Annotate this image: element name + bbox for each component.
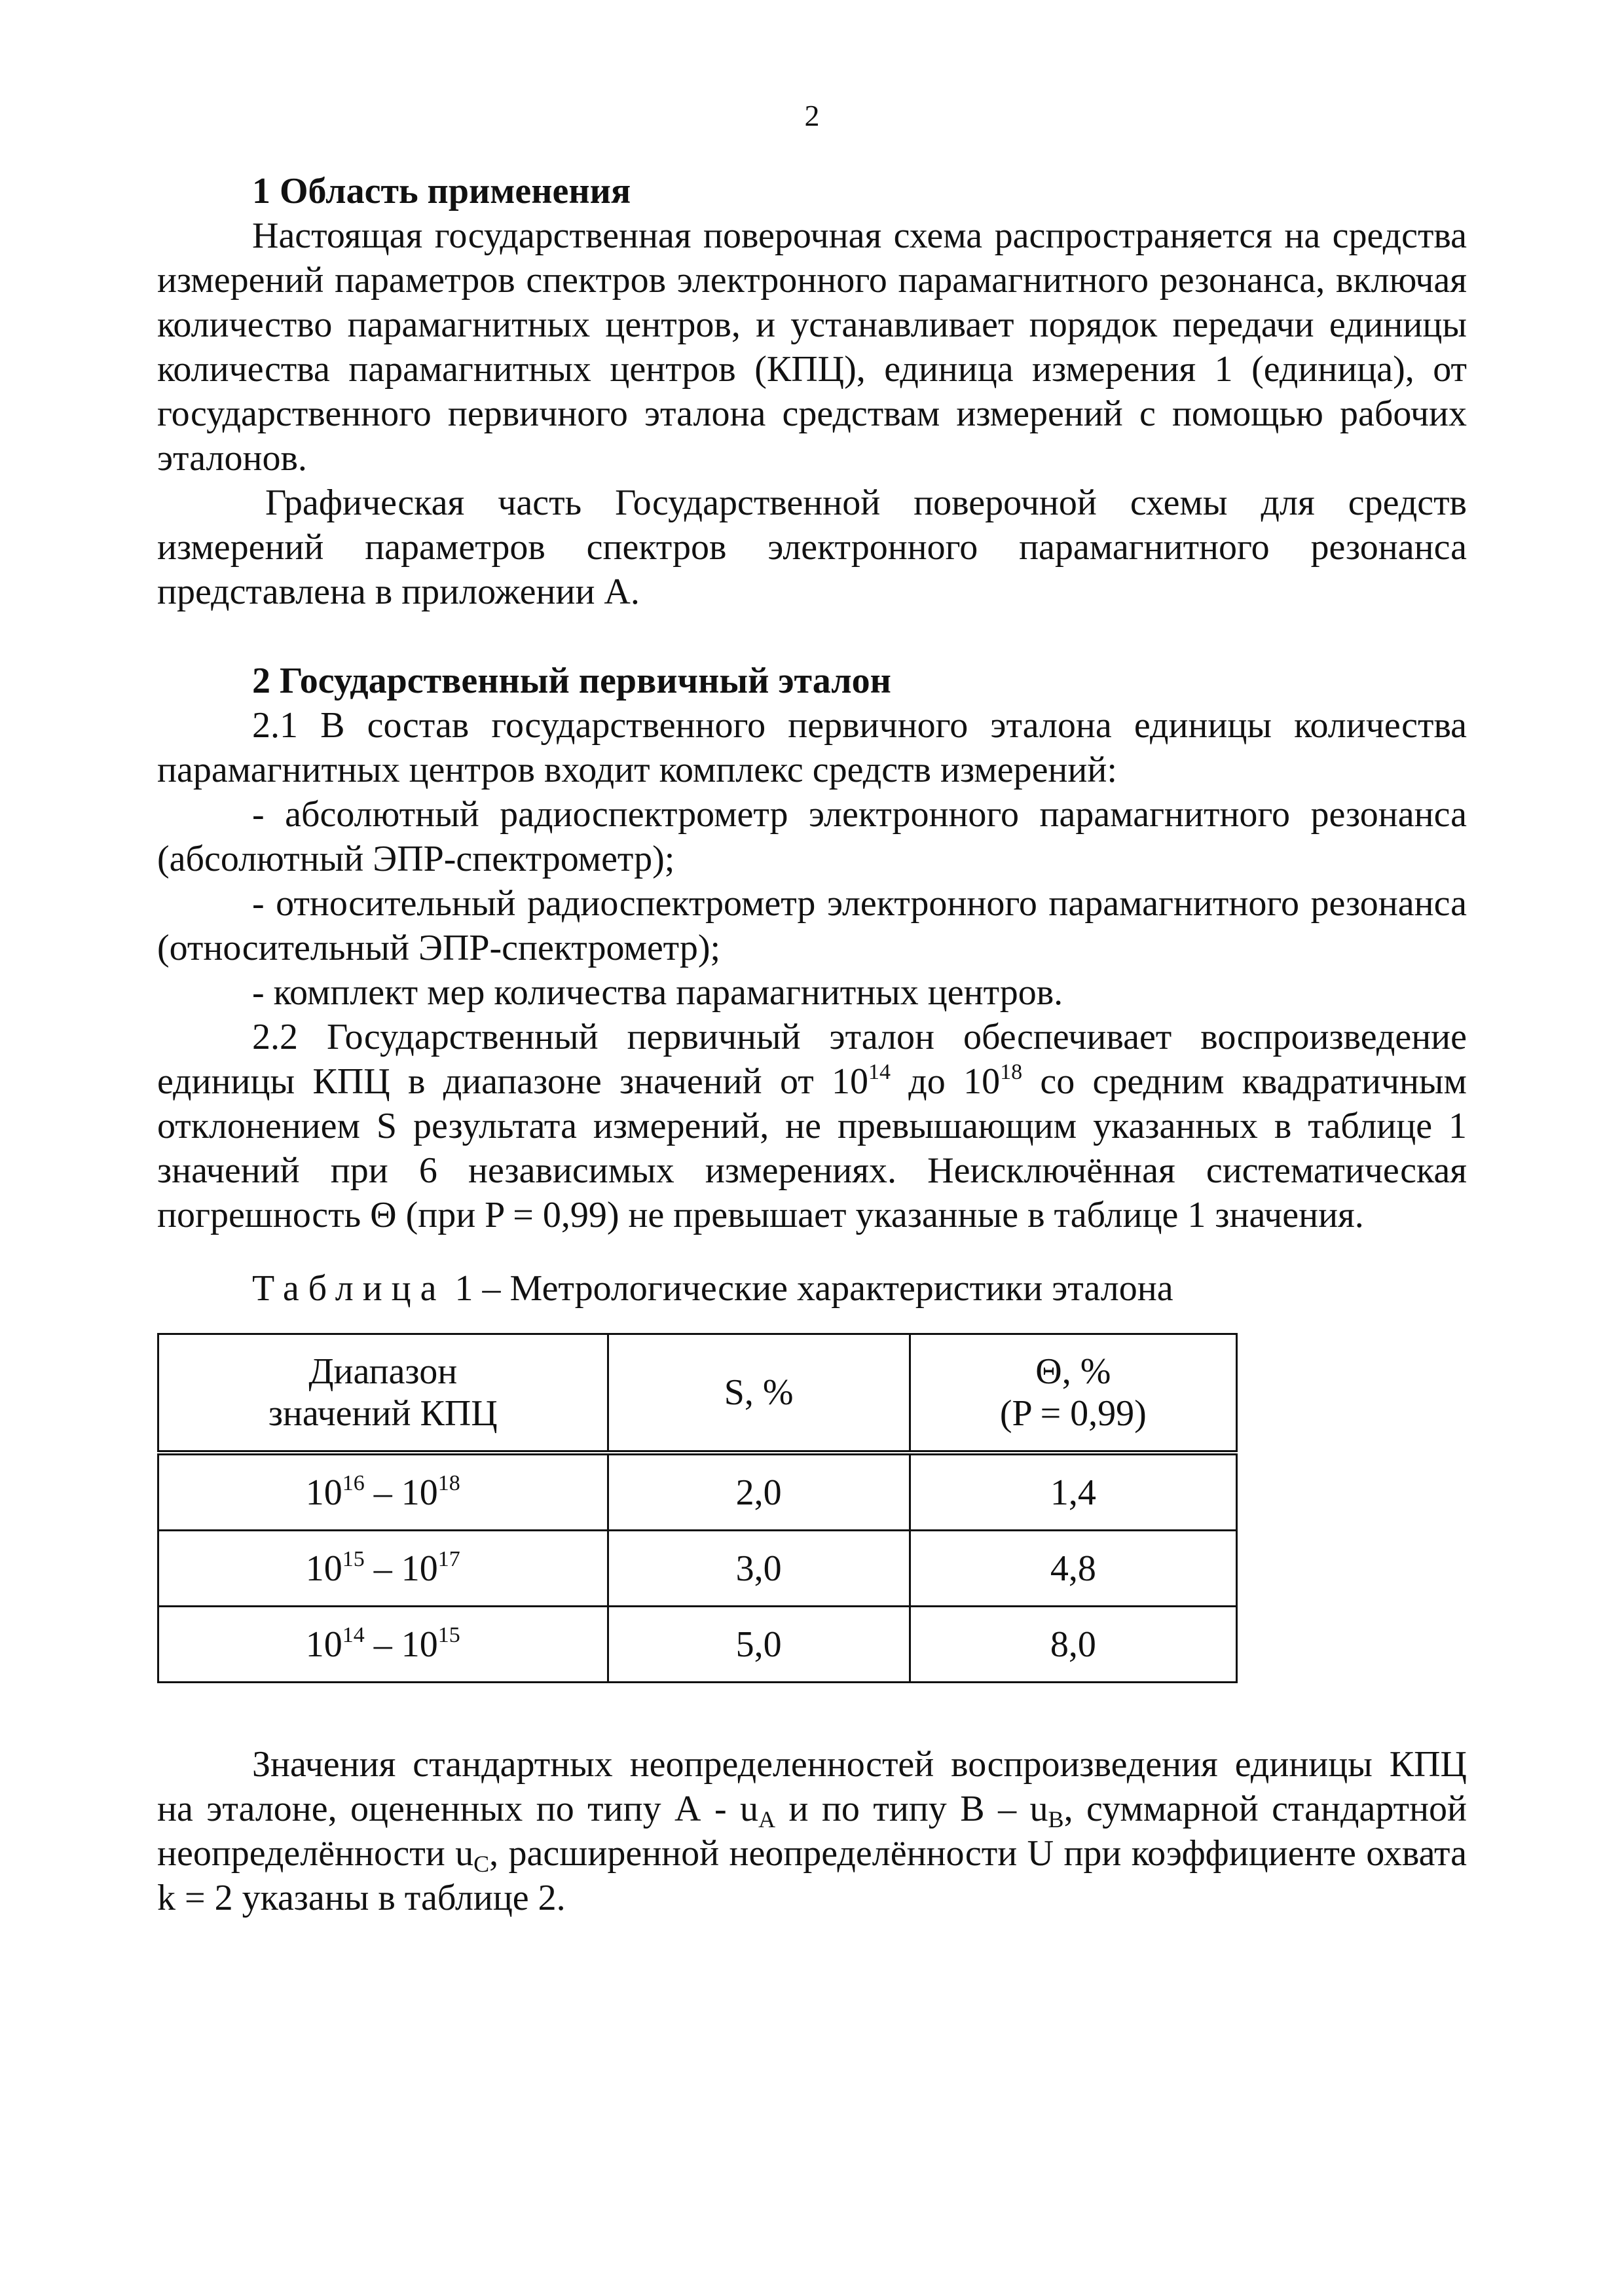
table-row (158, 1531, 1237, 1607)
section-2-title: 2 Государственный первичный эталон (252, 661, 891, 701)
list-item: - комплект мер количества парамагнитных центров. (252, 972, 1063, 1013)
s-cell: 3,0 (608, 1531, 910, 1607)
document-body (157, 169, 1467, 1920)
s-cell: 5,0 (608, 1607, 910, 1683)
section-2-1-paragraph: 2.1 В состав государственного первичного эталона единицы количества парамагнитных центров входит комплекс средств измерений: (157, 705, 1467, 790)
table-row (158, 1453, 1237, 1531)
theta-cell: 8,0 (910, 1607, 1236, 1683)
table-caption-text: 1 – Метрологические характеристики эталона (445, 1268, 1173, 1309)
table-caption-label: Таблица (252, 1268, 446, 1309)
metrological-table (157, 1333, 1238, 1683)
page-number: 2 (804, 99, 820, 132)
list-item: - относительный радиоспектрометр электронного парамагнитного резонанса (относительный ЭПР-спектрометр); (157, 883, 1467, 968)
range-cell: $10^{14} - 10^{15}$ (158, 1607, 608, 1683)
section-1-title: 1 Область применения (252, 171, 631, 211)
exponent: 18 (1000, 1060, 1023, 1084)
header-range: Диапазон значений КПЦ (158, 1334, 608, 1453)
section-2-2-paragraph: 2.2 Государственный первичный эталон обеспечивает воспроизведение единицы КПЦ в диапазоне значений от $10^{14}$ до $10^{18}$ со средним квадратичным отклонением S результата измерений, не превышающим указанных в таблице 1 значений при 6 независимых измерениях. Неисключённая систематическая погрешность Θ (при P = 0,99) не превышает указанные в таблице 1 значения. (157, 1017, 1467, 1235)
table-header-row (158, 1334, 1237, 1453)
range-cell: $10^{16} - 10^{18}$ (158, 1453, 608, 1531)
theta-cell: 4,8 (910, 1531, 1236, 1607)
range-cell: $10^{15} - 10^{17}$ (158, 1531, 608, 1607)
exponent: 14 (868, 1060, 891, 1084)
section-1-paragraph-1: Настоящая государственная поверочная схема распространяется на средства измерений параметров спектров электронного парамагнитного резонанса, включая количество парамагнитных центров, и устанавливает порядок передачи единицы количества парамагнитных центров (КПЦ), единица измерения 1 (единица), от государственного первичного эталона средствам измерений с помощью рабочих эталонов. (157, 215, 1467, 479)
section-1-paragraph-2: Графическая часть Государственной поверочной схемы для средств измерений параметров спектров электронного парамагнитного резонанса представлена в приложении А. (157, 483, 1467, 612)
s-cell: 2,0 (608, 1453, 910, 1531)
header-s: S, % (608, 1334, 910, 1453)
table-caption (157, 1266, 1467, 1311)
table-row (158, 1607, 1237, 1683)
header-theta: Θ, % (P = 0,99) (910, 1334, 1236, 1453)
theta-cell: 1,4 (910, 1453, 1236, 1531)
list-item: - абсолютный радиоспектрометр электронного парамагнитного резонанса (абсолютный ЭПР-спектрометр); (157, 794, 1467, 879)
section-gap (157, 614, 1467, 659)
closing-paragraph: Значения стандартных неопределенностей воспроизведения единицы КПЦ на эталоне, оцененных по типу А - $u_А$ и по типу В – $u_В$, суммарной стандартной неопределённости $u_С$, расширенной неопределённости U при коэффициенте охвата k = 2 указаны в таблице 2. (157, 1744, 1467, 1918)
